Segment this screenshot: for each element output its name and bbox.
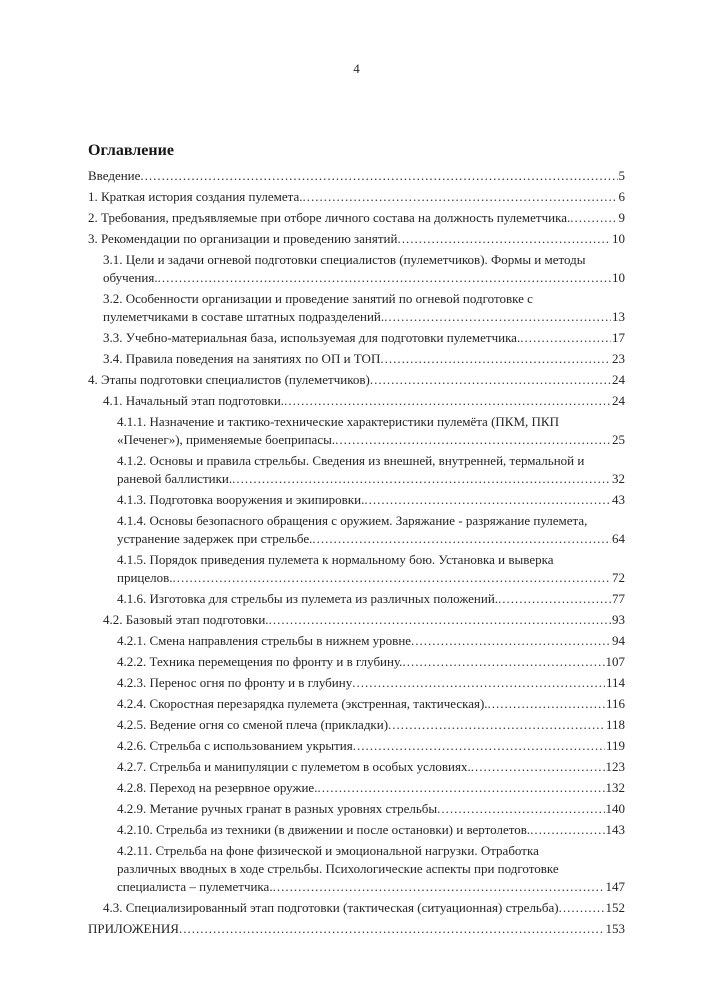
dot-leader [437, 800, 604, 818]
toc-entry-text: 3.3. Учебно-материальная база, используемая для подготовки пулеметчика. [103, 330, 521, 345]
toc-entry-text: ПРИЛОЖЕНИЯ [88, 921, 179, 936]
toc-entry-text: 4.3. Специализированный этап подготовки (тактическая (ситуационная) стрельба) [103, 900, 559, 915]
toc-entry [88, 899, 625, 917]
toc-page-number: 23 [612, 351, 625, 366]
toc-entry-text: 4.1.1. Назначение и тактико-технические характеристики пулемёта (ПКМ, ПКП [117, 414, 559, 429]
dot-leader [402, 653, 604, 671]
toc-line [88, 920, 625, 938]
dot-leader [364, 491, 611, 509]
toc-line [117, 632, 625, 650]
toc-entry [88, 653, 625, 671]
toc-line [117, 737, 625, 755]
toc-page-number: 5 [618, 168, 625, 183]
toc-page-number: 132 [605, 780, 625, 795]
toc-entry [88, 188, 625, 206]
dot-leader [570, 209, 617, 227]
toc-line [88, 209, 625, 227]
toc-line [117, 431, 625, 449]
toc-entry [88, 413, 625, 449]
toc-line [117, 653, 625, 671]
toc-page-number: 17 [612, 330, 625, 345]
toc-entry-text: 4.2.5. Ведение огня со сменой плеча (прикладки) [117, 717, 389, 732]
toc-line [103, 899, 625, 917]
toc-page-number: 153 [605, 921, 625, 936]
toc-line [117, 452, 625, 470]
toc-line [117, 551, 625, 569]
dot-leader [273, 878, 605, 896]
toc-entry [88, 842, 625, 896]
dot-leader [303, 188, 618, 206]
toc-entry-text: «Печенег»), применяемые боеприпасы. [117, 432, 336, 447]
toc-entry-text: 4.2.11. Стрельба на фоне физической и эмоциональной нагрузки. Отработка [117, 843, 539, 858]
toc-entry-text: 4.2.6. Стрельба с использованием укрытия [117, 738, 353, 753]
toc-page-number: 24 [612, 393, 625, 408]
toc-entry-text: 3.1. Цели и задачи огневой подготовки специалистов (пулеметчиков). Формы и методы [103, 252, 586, 267]
toc-entry [88, 737, 625, 755]
toc-entry-text: 4.1.3. Подготовка вооружения и экипировки. [117, 492, 365, 507]
toc-entry-text: 4.1.4. Основы безопасного обращения с оружием. Заряжание - разряжание пулемета, [117, 513, 588, 528]
toc-entry-text: 3.2. Особенности организации и проведение занятий по огневой подготовке с [103, 291, 533, 306]
toc-line [103, 611, 625, 629]
toc-entry-text: прицелов. [117, 570, 173, 585]
toc-line [88, 230, 625, 248]
toc-entry [88, 452, 625, 488]
toc-entry-text: 4.2.4. Скоростная перезарядка пулемета (экстренная, тактическая). [117, 696, 488, 711]
toc-page-number: 152 [605, 900, 625, 915]
toc-page-number: 9 [618, 210, 625, 225]
toc-entry-text: 4.1.2. Основы и правила стрельбы. Сведения из внешней, внутренней, термальной и [117, 453, 585, 468]
dot-leader [380, 350, 611, 368]
toc-line [117, 821, 625, 839]
dot-leader [530, 821, 604, 839]
toc-line [117, 413, 625, 431]
dot-leader [317, 779, 604, 797]
toc-entry-text: 4.2.1. Смена направления стрельбы в нижнем уровне [117, 633, 412, 648]
toc-line [117, 779, 625, 797]
toc-entry-text: 4.2.9. Метание ручных гранат в разных уровнях стрельбы [117, 801, 438, 816]
toc-entry-text: 4.2.2. Техника перемещения по фронту и в глубину. [117, 654, 403, 669]
toc-entry [88, 392, 625, 410]
toc-line [103, 329, 625, 347]
toc-entry [88, 512, 625, 548]
toc-line [117, 860, 625, 878]
toc-entry [88, 920, 625, 938]
toc-entry [88, 491, 625, 509]
toc-entry [88, 674, 625, 692]
toc-entry-text: 4.1.5. Порядок приведения пулемета к нормальному бою. Установка и выверка [117, 552, 554, 567]
dot-leader [173, 569, 611, 587]
dot-leader [140, 167, 617, 185]
toc-entry [88, 167, 625, 185]
toc-entry [88, 230, 625, 248]
toc-entry [88, 716, 625, 734]
toc-entry [88, 371, 625, 389]
toc-page-number: 32 [612, 471, 625, 486]
toc-entry [88, 779, 625, 797]
toc-entry-text: устранение задержек при стрельбе. [117, 531, 313, 546]
dot-leader [397, 230, 611, 248]
toc-page-number: 93 [612, 612, 625, 627]
toc-line [117, 512, 625, 530]
toc-entry [88, 695, 625, 713]
toc-page-number: 10 [612, 231, 625, 246]
toc-page-number: 140 [605, 801, 625, 816]
toc-page-number: 143 [605, 822, 625, 837]
dot-leader [269, 611, 611, 629]
toc-line [117, 758, 625, 776]
toc-entry [88, 632, 625, 650]
toc-entry [88, 251, 625, 287]
dot-leader [284, 392, 611, 410]
toc-entry [88, 590, 625, 608]
dot-leader [488, 695, 605, 713]
toc-line [103, 290, 625, 308]
toc-title: Оглавление [88, 142, 174, 159]
dot-leader [559, 899, 605, 917]
toc-entry-text: специалиста – пулеметчика. [117, 879, 273, 894]
toc-page-number: 24 [612, 372, 625, 387]
toc-entry [88, 350, 625, 368]
toc-line [103, 251, 625, 269]
dot-leader [520, 329, 611, 347]
toc-entry-text: пулеметчиками в составе штатных подразделений. [103, 309, 385, 324]
toc-entry-text: 3. Рекомендации по организации и проведению занятий [88, 231, 398, 246]
toc-page-number: 119 [605, 738, 625, 753]
toc-line [88, 371, 625, 389]
toc-entry-text: 4.1. Начальный этап подготовки. [103, 393, 285, 408]
toc-line [117, 530, 625, 548]
toc-line [88, 188, 625, 206]
toc-entry-text: 1. Краткая история создания пулемета. [88, 189, 303, 204]
dot-leader [471, 758, 605, 776]
dot-leader [158, 269, 611, 287]
dot-leader [498, 590, 611, 608]
toc-entry-text: обучения. [103, 270, 158, 285]
dot-leader [352, 674, 605, 692]
dot-leader [384, 308, 611, 326]
toc-line [88, 167, 625, 185]
toc-page-number: 147 [605, 879, 625, 894]
toc-page-number: 123 [605, 759, 625, 774]
dot-leader [179, 920, 605, 938]
toc-list [88, 167, 625, 938]
toc-entry [88, 800, 625, 818]
toc-entry [88, 758, 625, 776]
toc-page-number: 94 [612, 633, 625, 648]
toc-entry-text: раневой баллистики. [117, 471, 233, 486]
toc-line [117, 716, 625, 734]
dot-leader [353, 737, 605, 755]
toc-line [103, 308, 625, 326]
toc-entry-text: 4.2.3. Перенос огня по фронту и в глубину [117, 675, 353, 690]
dot-leader [411, 632, 611, 650]
toc-line [117, 674, 625, 692]
toc-entry [88, 209, 625, 227]
toc-entry-text: 4.1.6. Изготовка для стрельбы из пулемета из различных положений. [117, 591, 499, 606]
toc-page-number: 77 [612, 591, 625, 606]
toc-page-number: 64 [612, 531, 625, 546]
toc-page-number: 118 [605, 717, 625, 732]
toc-line [117, 491, 625, 509]
toc-entry-text: различных вводных в ходе стрельбы. Психологические аспекты при подготовке [117, 861, 559, 876]
toc-line [103, 392, 625, 410]
toc-line [117, 695, 625, 713]
toc-line [117, 842, 625, 860]
toc-line [103, 269, 625, 287]
toc-entry-text: 4. Этапы подготовки специалистов (пулеметчиков) [88, 372, 370, 387]
toc-line [117, 590, 625, 608]
toc-entry-text: 3.4. Правила поведения на занятиях по ОП и ТОП [103, 351, 381, 366]
toc-line [103, 350, 625, 368]
toc-line [117, 470, 625, 488]
dot-leader [370, 371, 611, 389]
toc-page-number: 114 [605, 675, 625, 690]
dot-leader [312, 530, 611, 548]
toc-entry [88, 551, 625, 587]
toc-content [88, 141, 625, 941]
toc-page-number: 13 [612, 309, 625, 324]
toc-entry [88, 611, 625, 629]
toc-page-number: 25 [612, 432, 625, 447]
toc-page-number: 43 [612, 492, 625, 507]
dot-leader [388, 716, 605, 734]
toc-entry-text: 4.2.10. Стрельба из техники (в движении и после остановки) и вертолетов. [117, 822, 531, 837]
toc-page-number: 6 [618, 189, 625, 204]
toc-entry [88, 329, 625, 347]
toc-entry [88, 290, 625, 326]
toc-page-number: 116 [605, 696, 625, 711]
toc-page-number: 107 [605, 654, 625, 669]
toc-entry-text: 4.2.8. Переход на резервное оружие. [117, 780, 318, 795]
toc-entry [88, 821, 625, 839]
header-page-number: 4 [353, 61, 360, 76]
toc-entry-text: 4.2.7. Стрельба и манипуляции с пулеметом в особых условиях. [117, 759, 471, 774]
toc-page-number: 72 [612, 570, 625, 585]
toc-line [117, 878, 625, 896]
toc-line [117, 569, 625, 587]
toc-entry-text: Введение [88, 168, 141, 183]
toc-line [117, 800, 625, 818]
toc-entry-text: 4.2. Базовый этап подготовки. [103, 612, 269, 627]
toc-page-number: 10 [612, 270, 625, 285]
dot-leader [335, 431, 611, 449]
toc-entry-text: 2. Требования, предъявляемые при отборе личного состава на должность пулеметчика. [88, 210, 571, 225]
dot-leader [232, 470, 611, 488]
